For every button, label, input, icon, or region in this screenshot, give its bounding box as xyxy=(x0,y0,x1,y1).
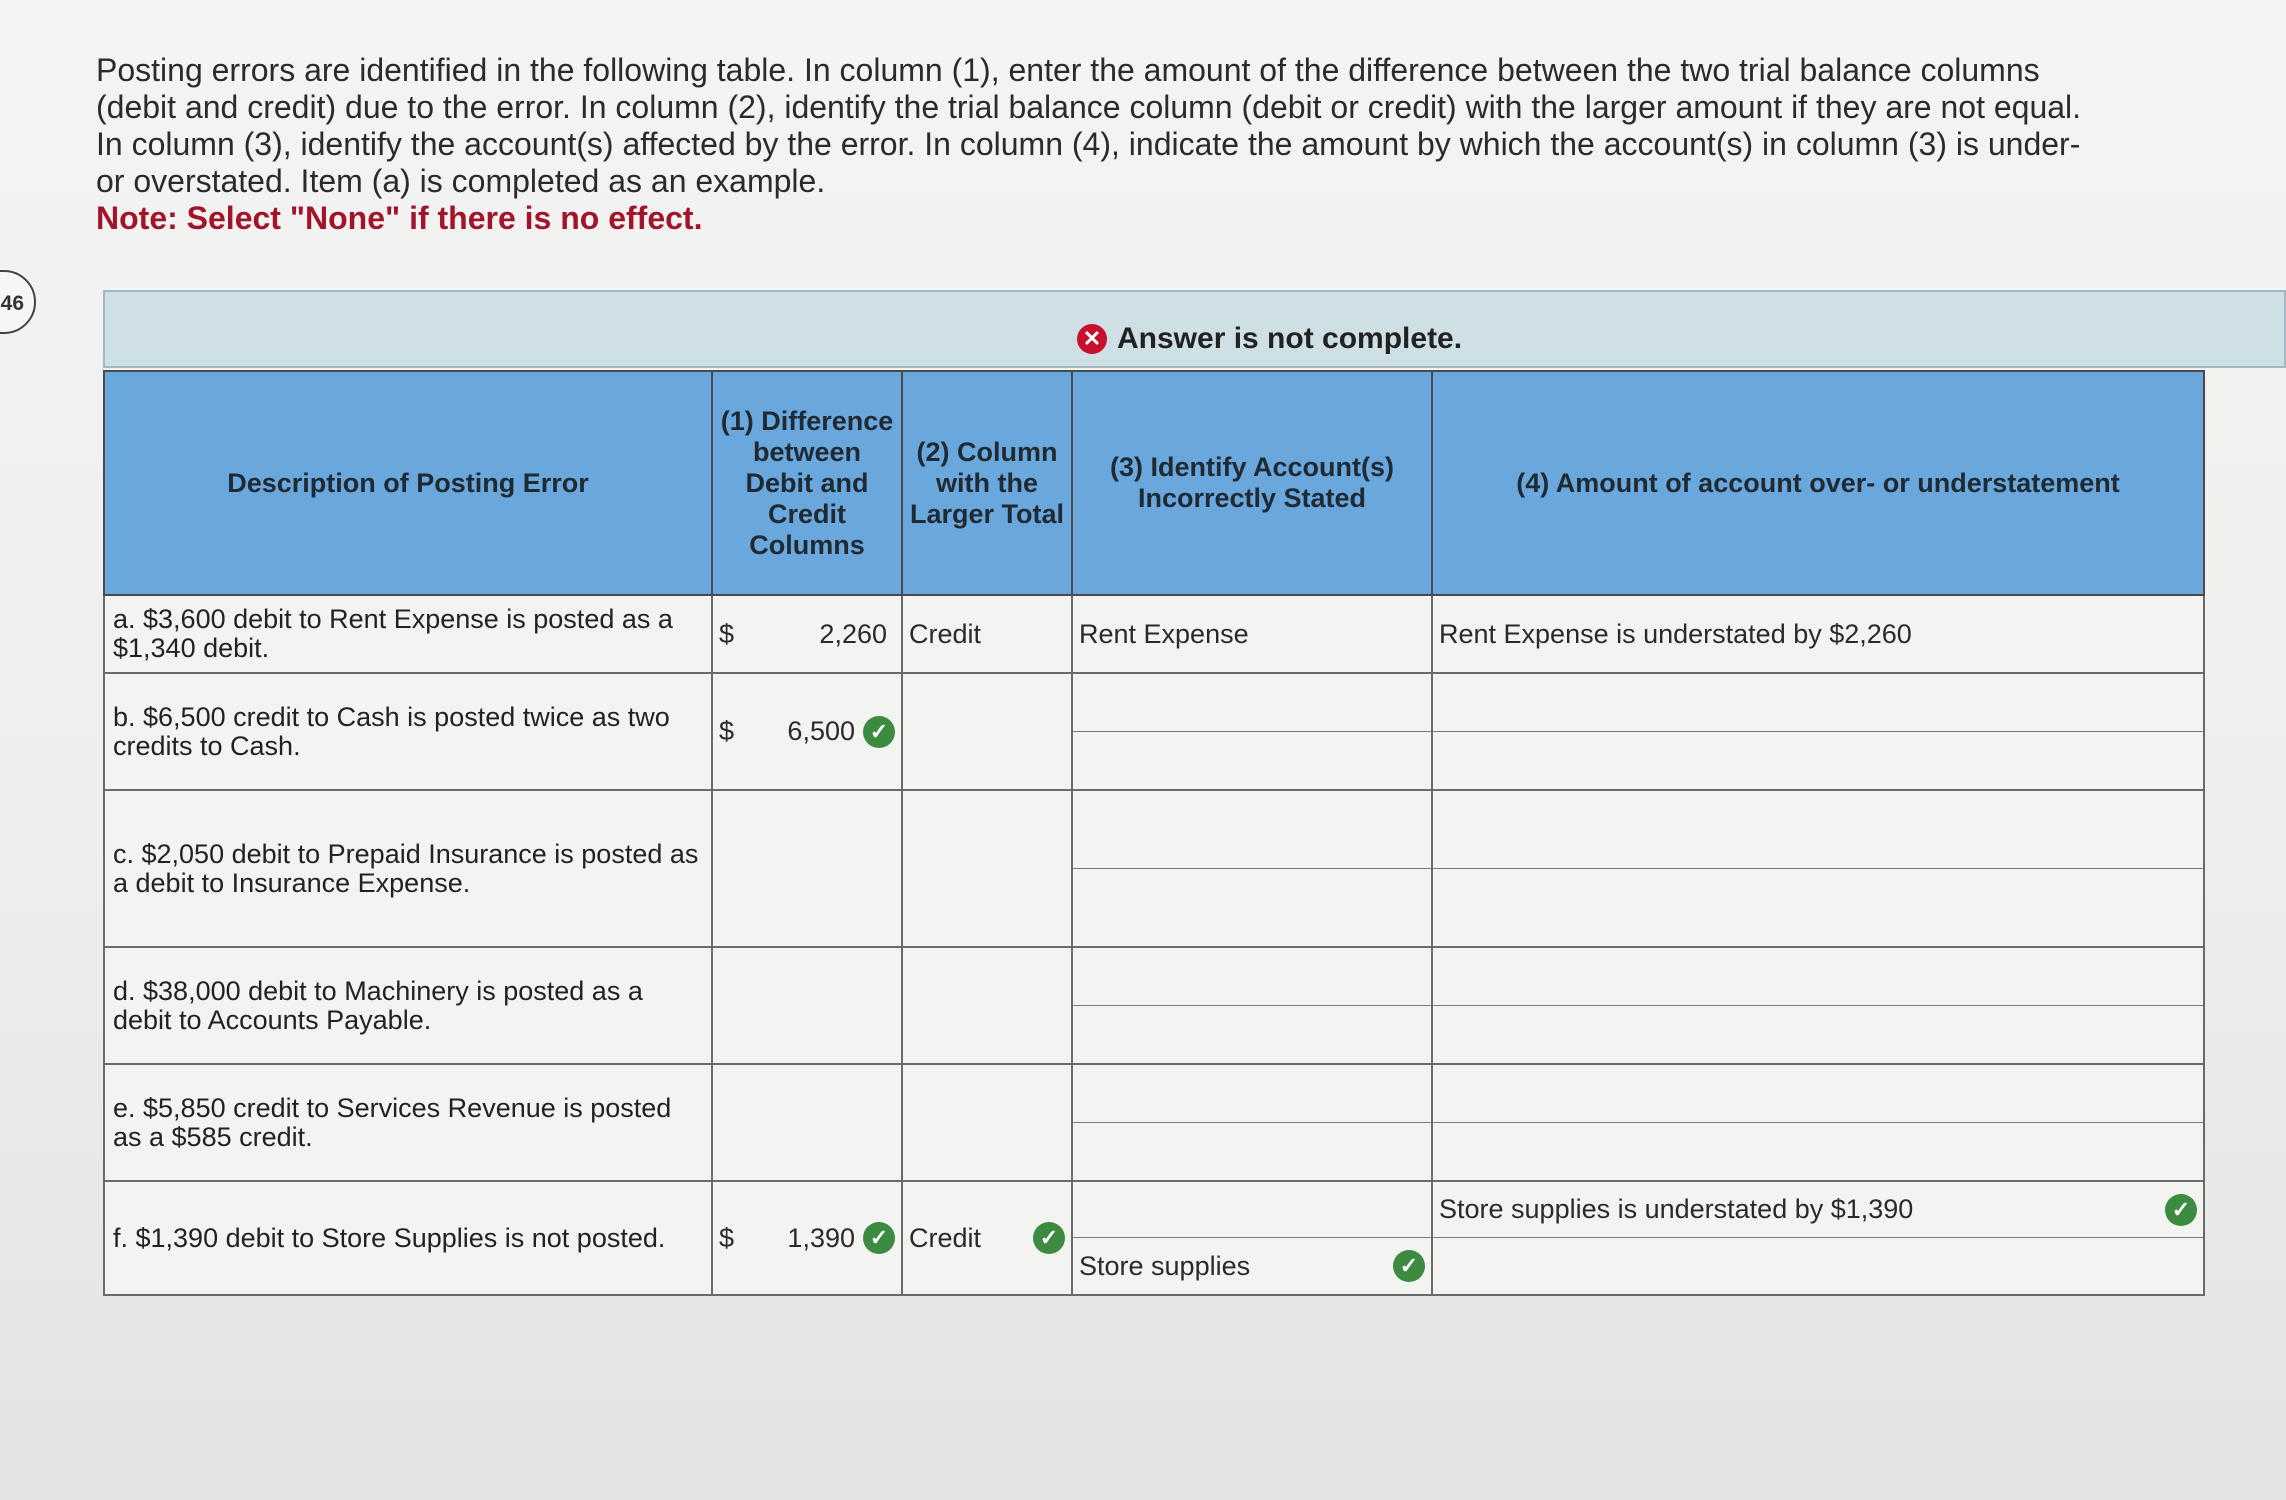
difference-input[interactable] xyxy=(712,790,902,947)
header-difference: (1) Difference between Debit and Credit Columns xyxy=(712,371,902,595)
amount-select[interactable] xyxy=(1433,1238,2203,1294)
account-select[interactable] xyxy=(1073,1065,1431,1123)
account-select[interactable] xyxy=(1073,732,1431,790)
difference-cell[interactable] xyxy=(712,1181,902,1295)
account-value[interactable]: Store supplies xyxy=(1079,1250,1251,1281)
difference-input[interactable] xyxy=(712,947,902,1064)
row-description: b. $6,500 credit to Cash is posted twice as two credits to Cash. xyxy=(104,673,712,790)
answer-status xyxy=(1077,322,1462,356)
amount-value: Rent Expense is understated by $2,260 xyxy=(1439,618,1912,649)
account-value: Rent Expense xyxy=(1079,618,1249,649)
row-description: a. $3,600 debit to Rent Expense is posted as a $1,340 debit. xyxy=(104,595,712,673)
account-select[interactable] xyxy=(1073,869,1431,947)
table-row xyxy=(104,673,2204,790)
amount-select[interactable] xyxy=(1433,1006,2203,1064)
instructions-note: Note: Select "None" if there is no effect. xyxy=(96,200,703,236)
account-select[interactable] xyxy=(1073,674,1431,732)
amount-select[interactable] xyxy=(1433,1065,2203,1123)
currency-symbol: $ xyxy=(719,1222,735,1253)
larger-column-select[interactable] xyxy=(902,790,1072,947)
amount-cell xyxy=(1432,595,2204,673)
header-larger-column: (2) Column with the Larger Total xyxy=(902,371,1072,595)
larger-column-select[interactable] xyxy=(902,947,1072,1064)
check-circle-icon: ✓ xyxy=(863,716,895,748)
posting-errors-table xyxy=(103,370,2205,1296)
row-description: d. $38,000 debit to Machinery is posted as a debit to Accounts Payable. xyxy=(104,947,712,1064)
amount-select[interactable] xyxy=(1433,791,2203,869)
amount-select[interactable] xyxy=(1433,1182,2203,1238)
row-description: c. $2,050 debit to Prepaid Insurance is posted as a debit to Insurance Expense. xyxy=(104,790,712,947)
difference-input[interactable]: 1,390 xyxy=(787,1222,855,1253)
header-account: (3) Identify Account(s) Incorrectly Stated xyxy=(1072,371,1432,595)
page-number: 46 xyxy=(0,270,36,334)
account-select[interactable] xyxy=(1073,791,1431,869)
larger-column-select[interactable] xyxy=(902,1064,1072,1181)
amount-cell xyxy=(1432,947,2204,1064)
x-circle-icon: ✕ xyxy=(1077,324,1107,354)
account-select[interactable] xyxy=(1073,1123,1431,1181)
row-description: f. $1,390 debit to Store Supplies is not posted. xyxy=(104,1181,712,1295)
amount-cell xyxy=(1432,673,2204,790)
check-circle-icon: ✓ xyxy=(1033,1222,1065,1254)
amount-select[interactable] xyxy=(1433,732,2203,790)
table-row xyxy=(104,947,2204,1064)
table-row xyxy=(104,1181,2204,1295)
instructions-text: Posting errors are identified in the following table. In column (1), enter the amount of the difference between the two trial balance columns (debit and credit) due to the error. In column (2), identify the trial balance column (debit or credit) with the larger amount if they are not equal. In column (3), identify the account(s) affected by the error. In column (4), indicate the amount by which the account(s) in column (3) is under- or overstated. Item (a) is completed as an example. xyxy=(96,52,2082,199)
difference-input[interactable] xyxy=(712,1064,902,1181)
amount-select[interactable] xyxy=(1433,948,2203,1006)
amount-select[interactable] xyxy=(1433,869,2203,947)
amount-value[interactable]: Store supplies is understated by $1,390 xyxy=(1439,1194,1914,1224)
account-cell xyxy=(1072,1064,1432,1181)
amount-select[interactable] xyxy=(1433,1123,2203,1181)
check-circle-icon: ✓ xyxy=(1393,1250,1425,1282)
difference-value: 2,260 xyxy=(819,618,887,649)
header-amount: (4) Amount of account over- or understatement xyxy=(1432,371,2204,595)
difference-input[interactable]: 6,500 xyxy=(787,716,855,746)
instructions xyxy=(96,52,2096,237)
difference-cell xyxy=(712,595,902,673)
table-row xyxy=(104,1064,2204,1181)
currency-symbol: $ xyxy=(719,716,735,746)
amount-select[interactable] xyxy=(1433,674,2203,732)
account-cell xyxy=(1072,1181,1432,1295)
larger-column-value[interactable]: Credit xyxy=(909,1222,982,1253)
answer-status-text: Answer is not complete. xyxy=(1117,322,1463,355)
amount-cell xyxy=(1432,1181,2204,1295)
header-description: Description of Posting Error xyxy=(104,371,712,595)
check-circle-icon: ✓ xyxy=(2165,1194,2197,1226)
account-cell xyxy=(1072,595,1432,673)
table-row xyxy=(104,595,2204,673)
account-cell xyxy=(1072,673,1432,790)
larger-column-select[interactable] xyxy=(902,673,1072,790)
table-row xyxy=(104,790,2204,947)
account-select[interactable] xyxy=(1073,1006,1431,1064)
larger-column-select[interactable] xyxy=(902,1181,1072,1295)
larger-column-cell xyxy=(902,595,1072,673)
amount-cell xyxy=(1432,1064,2204,1181)
check-circle-icon: ✓ xyxy=(863,1222,895,1254)
amount-cell xyxy=(1432,790,2204,947)
account-select[interactable] xyxy=(1073,1238,1431,1294)
difference-cell[interactable] xyxy=(712,673,902,790)
account-select[interactable] xyxy=(1073,1182,1431,1238)
account-select[interactable] xyxy=(1073,948,1431,1006)
row-description: e. $5,850 credit to Services Revenue is posted as a $585 credit. xyxy=(104,1064,712,1181)
larger-column-value: Credit xyxy=(909,618,982,649)
account-cell xyxy=(1072,947,1432,1064)
currency-symbol: $ xyxy=(719,618,735,649)
account-cell xyxy=(1072,790,1432,947)
